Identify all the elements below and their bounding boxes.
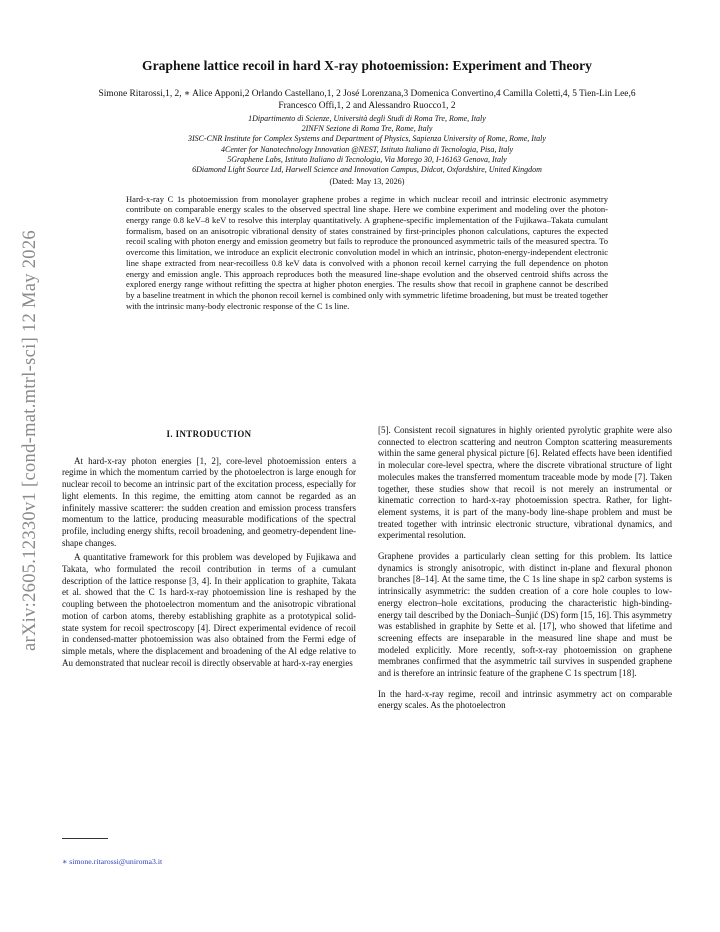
arxiv-sidebar-stamp	[8, 200, 52, 680]
affiliation-2: 2INFN Sezione di Roma Tre, Rome, Italy	[301, 124, 433, 134]
affiliation-list	[62, 114, 672, 176]
affiliation-6: 6Diamond Light Source Ltd, Harwell Science and Innovation Campus, Didcot, Oxfordshire, United Kingdom	[192, 165, 542, 175]
body-columns	[62, 425, 672, 712]
paragraph: [5]. Consistent recoil signatures in highly oriented pyrolytic graphite were also connected to electron scattering and neutron Compton scattering measurements within the same general physical picture [6]. Related effects have been identified in molecular core-level spectra, where the discrete vibrational structure of light molecules makes the transferred momentum traceable mode by mode [7]. Taken together, these studies show that recoil is not merely an instrumental or kinematic correction to hard-x-ray photoemission spectra. Rather, for light-element systems, it is part of the many-body line-shape problem and must be treated together with intrinsic electronic structure, vibrational dynamics, and experimental resolution.	[378, 425, 672, 541]
paragraph: A quantitative framework for this problem was developed by Fujikawa and Takata, who formulated the recoil contribution in terms of a cumulant description of the lattice response [3, 4]. In their application to graphite, Takata et al. showed that the C 1s hard-x-ray photoemission line is reshaped by the coupling between the photoelectron momentum and the anisotropic vibrational motion of carbon atoms, thereby establishing graphite as a prototypical solid-state system for recoil spectroscopy [4]. Direct experimental evidence of recoil in condensed-matter photoemission was also obtained from the Fermi edge of simple metals, where the displacement and broadening of the Al edge relative to Au demonstrated that nuclear recoil is directly observable at hard-x-ray energies	[62, 552, 356, 668]
paragraph: In the hard-x-ray regime, recoil and intrinsic asymmetry act on comparable energy scales. As the photoelectron	[378, 688, 672, 711]
affiliation-3: 3ISC-CNR Institute for Complex Systems and Department of Physics, Sapienza University of Rome, Rome, Italy	[188, 134, 546, 144]
paragraph: At hard-x-ray photon energies [1, 2], core-level photoemission enters a regime in which the momentum carried by the photoelectron is large enough for nuclear recoil to become an intrinsic part of the excitation process, especially for light elements. In this regime, the emitting atom cannot be regarded as an infinitely massive scatterer: the sudden creation and emission process transfers momentum to the lattice, producing measurable modifications of the spectral profile, including energy shifts, recoil broadening, and geometry-dependent line-shape changes.	[62, 455, 356, 548]
left-column	[62, 425, 356, 712]
affiliation-1: 1Dipartimento di Scienze, Università degli Studi di Roma Tre, Rome, Italy	[248, 113, 486, 123]
footnote	[62, 838, 356, 866]
arxiv-identifier: arXiv:2605.12330v1 [cond-mat.mtrl-sci] 12 May 2026	[19, 229, 40, 651]
author-list: Simone Ritarossi,1, 2, ∗ Alice Apponi,2 Orlando Castellano,1, 2 José Lorenzana,3 Domenica Convertino,4 Camilla Coletti,4, 5 Tien-Lin Lee,6 Francesco Offi,1, 2 and Alessandro Ruocco1, 2	[98, 89, 636, 112]
affiliation-4: 4Center for Nanotechnology Innovation @NEST, Istituto Italiano di Tecnologia, Pisa, Italy	[220, 144, 513, 154]
paper-title: Graphene lattice recoil in hard X-ray photoemission: Experiment and Theory	[142, 58, 592, 73]
affiliation-5: 5Graphene Labs, Istituto Italiano di Tecnologia, Via Morego 30, I-16163 Genova, Italy	[227, 155, 507, 164]
corresponding-email-link[interactable]: ∗ simone.ritarossi@uniroma3.it	[62, 857, 163, 866]
abstract: Hard-x-ray C 1s photoemission from monolayer graphene probes a regime in which nuclear recoil and intrinsic electronic asymmetry contribute on comparable energy scales to the observed spectral line shape. Here we combine experiment and modeling over the photon-energy range 0.8 keV–8 keV to resolve this interplay quantitatively. A graphene-specific implementation of the Fujikawa–Takata cumulant formalism, based on an anisotropic vibrational density of states constrained by first-principles phonon calculations, captures the expected recoil scaling with photon energy and emission geometry but fails to reproduce the pronounced asymmetric tails of the measured spectra. To overcome this limitation, we introduce an explicit electronic convolution model in which an intrinsic, photon-energy-independent electronic line shape extracted from near-recoilless 0.8 keV data is convolved with a phonon recoil kernel carrying the full dependence on photon energy and emission angle. This approach reproduces both the measured line-shape evolution and the observed centroid shifts across the explored energy range without refitting the spectra at higher photon energies. The results show that recoil in graphene cannot be described by a baseline treatment in which the phonon recoil kernel is combined only with symmetric lifetime broadening, but must be treated together with the intrinsic many-body electronic response of the C 1s line.	[126, 193, 608, 311]
right-column	[378, 425, 672, 712]
paragraph: Graphene provides a particularly clean setting for this problem. Its lattice dynamics is strongly anisotropic, with distinct in-plane and flexural phonon branches [8–14]. At the same time, the C 1s line shape in sp2 carbon systems is intrinsically asymmetric: the sudden creation of a core hole couples to low-energy electron–hole excitations, producing the characteristic high-binding-energy tail described by the Doniach–Šunjić (DS) form [15, 16]. This asymmetry was established in graphite by Sette et al. [17], who showed that lifetime and screening effects are inseparable in the measured line shape and must be modeled explicitly. More recently, soft-x-ray photoemission on graphene membranes confirmed that the asymmetric tail survives in suspended graphene and is therefore an intrinsic feature of the graphene C 1s spectrum [18].	[378, 551, 672, 679]
date-line: (Dated: May 13, 2026)	[329, 176, 405, 186]
paper-page	[62, 58, 672, 866]
footnote-rule	[62, 838, 108, 839]
section-heading-introduction: I. INTRODUCTION	[166, 429, 252, 439]
